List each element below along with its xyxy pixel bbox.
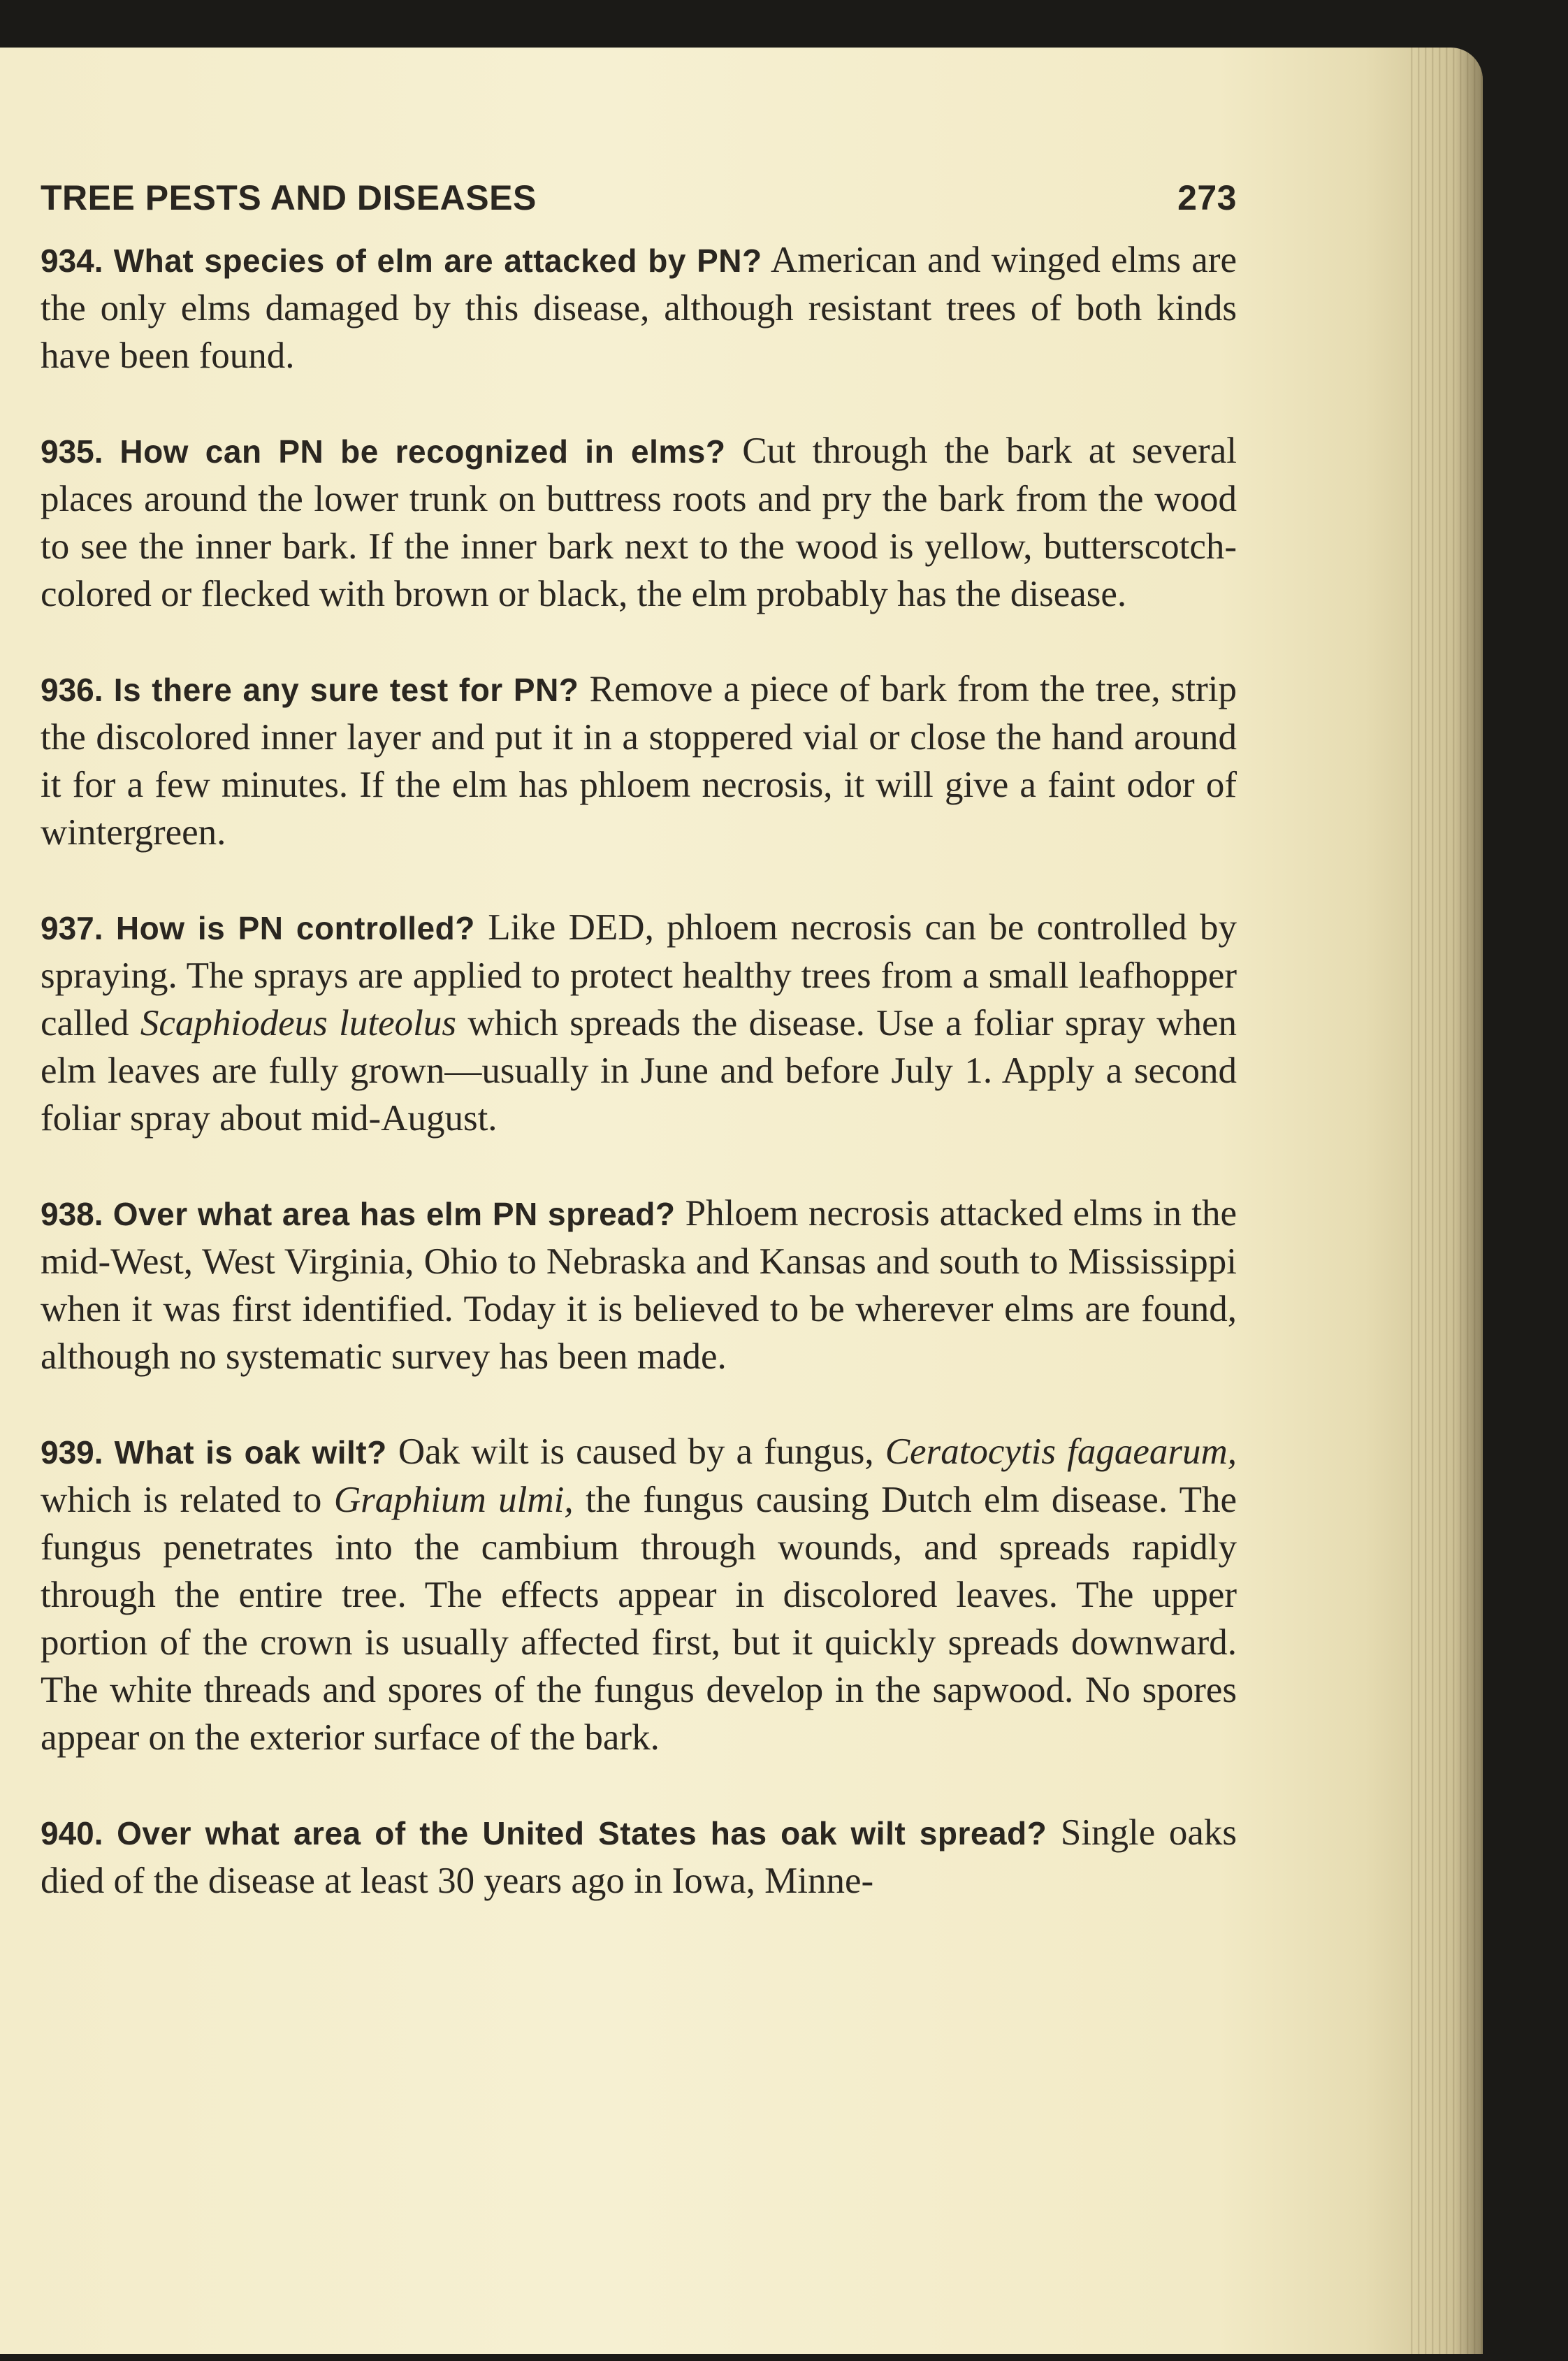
entry-question: How can PN be recognized in elms? — [119, 433, 726, 470]
entry-934 — [41, 236, 1237, 380]
entry-number: 934. — [41, 243, 103, 279]
entry-number: 937. — [41, 910, 103, 946]
entry-answer: Phloem necrosis attacked elms in the mid-West, West Virginia, Ohio to Nebraska and Kansas and south to Mississippi when it was first identified. Today it is believed to be wherever elms are found, although no systematic survey has been made. — [41, 1193, 1237, 1377]
page-shadow — [1455, 48, 1483, 2354]
entry-answer: American and winged elms are the only elms damaged by this disease, although resistant trees of both kinds have been found. — [41, 240, 1237, 376]
entry-question: Over what area has elm PN spread? — [112, 1196, 676, 1232]
entry-question: Over what area of the United States has oak wilt spread? — [117, 1815, 1047, 1851]
page-number: 273 — [1177, 178, 1237, 217]
entry-number: 940. — [41, 1815, 103, 1851]
entry-answer-continued: the fungus causing Dutch elm disease. The fungus penetrates into the cambium through wounds, and spreads rapidly through the entire tree. The effects appear in discolored leaves. The upper portion of the crown is usually affected first, but it quickly spreads downward. The white threads and spores of the fungus develop in the sapwood. No spores appear on the exterior surface of the bark. — [41, 1480, 1237, 1758]
entry-number: 938. — [41, 1196, 103, 1232]
entry-935 — [41, 427, 1237, 618]
entry-question: Is there any sure test for PN? — [113, 672, 579, 708]
entry-number: 935. — [41, 433, 103, 470]
entry-answer: Oak wilt is caused by a fungus, — [398, 1431, 874, 1472]
entry-answer-continued: which spreads the disease. Use a foliar spray when elm leaves are fully grown—usually in June and before July 1. Apply a second foliar spray about mid-August. — [41, 1003, 1237, 1139]
entry-answer: Cut through the bark at several places around the lower trunk on buttress roots and pry the bark from the wood to see the inner bark. If the inner bark next to the wood is yellow, butterscotch-colored or flecked with brown or black, the elm probably has the disease. — [41, 431, 1237, 614]
entry-number: 939. — [41, 1434, 103, 1471]
running-head-title: TREE PESTS AND DISEASES — [41, 178, 537, 217]
running-head — [41, 178, 1237, 218]
entry-936 — [41, 665, 1237, 856]
species-name: Ceratocytis fagaearum, — [885, 1431, 1237, 1472]
entry-937 — [41, 904, 1237, 1142]
entry-answer: Like DED, phloem necrosis can be controlled by spraying. The sprays are applied to protect healthy trees from a small leafhopper called — [41, 907, 1237, 1044]
species-name: Graphium ulmi, — [333, 1480, 574, 1520]
entry-question: How is PN controlled? — [115, 910, 475, 946]
species-name: Scaphiodeus luteolus — [140, 1003, 456, 1044]
entry-940 — [41, 1809, 1237, 1905]
entry-938 — [41, 1190, 1237, 1380]
entry-question: What is oak wilt? — [114, 1434, 387, 1471]
entry-answer-continued: which is related to — [41, 1480, 322, 1520]
entry-answer: Remove a piece of bark from the tree, strip the discolored inner layer and put it in a stoppered vial or close the hand around it for a few minutes. If the elm has phloem necrosis, it will give a faint odor of wintergreen. — [41, 669, 1237, 853]
entry-answer: Single oaks died of the disease at least 30 years ago in Iowa, Minne- — [41, 1812, 1237, 1901]
entry-question: What species of elm are attacked by PN? — [113, 243, 762, 279]
page-content — [41, 178, 1237, 1952]
entry-number: 936. — [41, 672, 103, 708]
book-page — [0, 48, 1483, 2354]
entry-939 — [41, 1428, 1237, 1761]
